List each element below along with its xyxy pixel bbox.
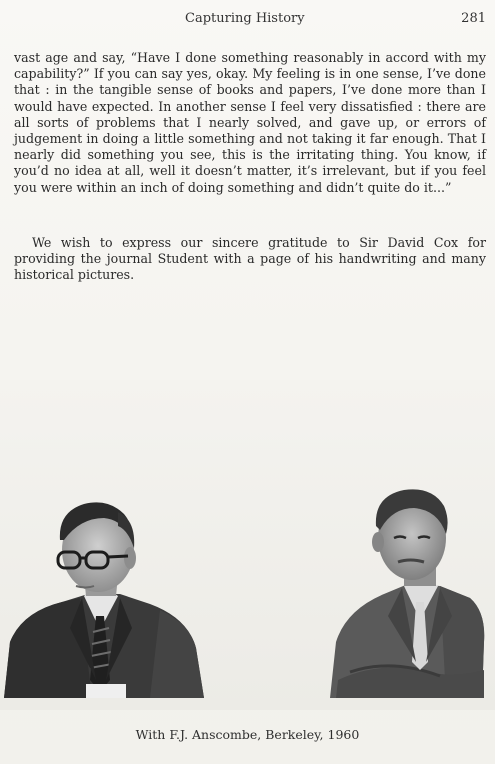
acknowledgement-paragraph: We wish to express our sincere gratitude to Sir David Cox for providing the journal Student with a page of his handwriting and many historical pictures. xyxy=(14,235,486,283)
page-number: 281 xyxy=(461,11,486,26)
quote-paragraph: vast age and say, “Have I done something reasonably in accord with my capability?” If you can say yes, okay. My feeling is in one sense, I’ve done that : in the tangible sense of books and papers, I’ve done more than I would have expected. In another sense I feel very dissatisfied : there are all sorts of problems that I nearly solved, and gave up, or errors of judgement in doing a little something and not taking it far enough. That I nearly did something you see, this is the irritating thing. You know, if you’d no idea at all, well it doesn’t matter, it’s irrelevant, but if you feel you were within an inch of doing something and didn’t quite do it...” xyxy=(14,50,486,195)
photo-illustration xyxy=(0,380,495,710)
photo-caption: With F.J. Anscombe, Berkeley, 1960 xyxy=(135,727,360,742)
running-head: Capturing History xyxy=(185,11,305,26)
historical-photograph xyxy=(0,380,495,710)
